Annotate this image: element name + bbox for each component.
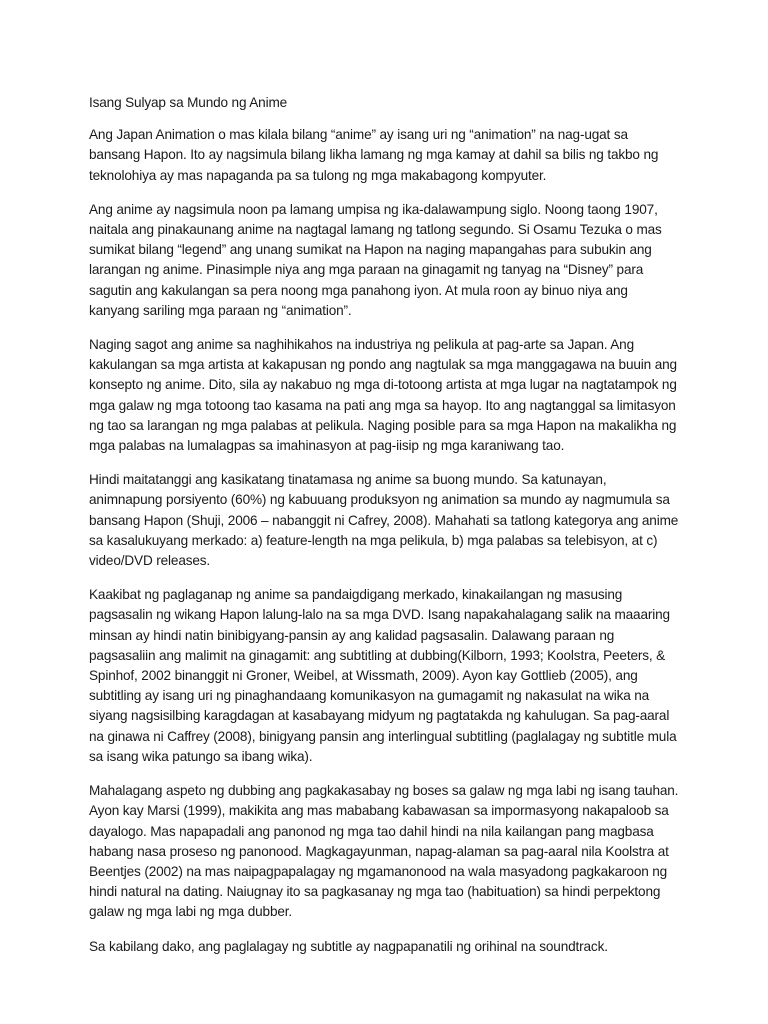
paragraph-2: Ang anime ay nagsimula noon pa lamang umpisa ng ika-dalawampung siglo. Noong taong 1907, naitala ang pinakaunang anime na nagtagal lamang ng tatlong segundo. Si Osamu Tezuka o mas sumikat bilang “legend” ang unang sumikat na Hapon na naging mapangahas para subukin ang larangan ng anime. Pinasimple niya ang mga paraan na ginagamit ng tanyag na “Disney” para sagutin ang kakulangan sa pera noong mga panahong iyon. At mula roon ay binuo niya ang kanyang sariling mga paraan ng “animation”. — [89, 201, 662, 318]
document-title: Isang Sulyap sa Mundo ng Anime — [89, 95, 288, 110]
paragraph-3: Naging sagot ang anime sa naghihikahos na industriya ng pelikula at pag-arte sa Japan. Ang kakulangan sa mga artista at kakapusan ng pondo ang nagtulak sa mga manggagawa na buuin ang konsepto ng anime. Dito, sila ay nakabuo ng mga di-totoong artista at mga lugar na nagtatampok ng mga galaw ng mga totoong tao kasama na pati ang mga sa hayop. Ito ang nagtanggal sa limitasyon ng tao sa larangan ng mga palabas at pelikula. Naging posible para sa mga Hapon na makalikha ng mga palabas na lumalagpas sa imahinasyon at pag-iisip ng mga karaniwang tao. — [89, 337, 677, 454]
paragraph-4: Hindi maitatanggi ang kasikatang tinatamasa ng anime sa buong mundo. Sa katunayan, animnapung porsiyento (60%) ng kabuuang produksyon ng animation sa mundo ay nagmumula sa bansang Hapon (Shuji, 2006 – nabanggit ni Cafrey, 2008). Mahahati sa tatlong kategorya ang anime sa kasalukuyang merkado: a) feature-length na mga pelikula, b) mga palabas sa telebisyon, at c) video/DVD releases. — [89, 472, 679, 569]
paragraph-7: Sa kabilang dako, ang paglalagay ng subtitle ay nagpapanatili ng orihinal na soundtrack. — [89, 938, 608, 954]
document-body — [89, 93, 679, 971]
paragraph-5: Kaakibat ng paglaganap ng anime sa pandaigdigang merkado, kinakailangan ng masusing pagsasalin ng wikang Hapon lalung-lalo na sa mga DVD. Isang napakahalagang salik na maaaring minsan ay hindi natin binibigyang-pansin ay ang kalidad pagsasalin. Dalawang paraan ng pagsasaliin ang malimit na ginagamit: ang subtitling at dubbing(Kilborn, 1993; Koolstra, Peeters, & Spinhof, 2002 binanggit ni Groner, Weibel, at Wissmath, 2009). Ayon kay Gottlieb (2005), ang subtitling ay isang uri ng pinaghandaang komunikasyon na gumagamit ng nakasulat na wika na siyang nagsisilbing karagdagan at kasabayang midyum ng pagtatakda ng kahulugan. Sa pag-aaral na ginawa ni Caffrey (2008), binigyang pansin ang interlingual subtitling (paglalagay ng subtitle mula sa isang wika patungo sa ibang wika). — [89, 587, 677, 764]
paragraph-6: Mahalagang aspeto ng dubbing ang pagkakasabay ng boses sa galaw ng mga labi ng isang tauhan. Ayon kay Marsi (1999), makikita ang mas mababang kabawasan sa impormasyong nakapaloob sa dayalogo. Mas napapadali ang panonod ng mga tao dahil hindi na nila kailangan pang magbasa habang nasa proseso ng panonood. Magkagayunman, napag-alaman sa pag-aaral nila Koolstra at Beentjes (2002) na mas naipagpapalagay ng mgamanonood na wala masyadong pagkakaroon ng hindi natural na dating. Naiugnay ito sa pagkasanay ng mga tao (habituation) sa hindi perpektong galaw ng mga labi ng mga dubber. — [89, 783, 679, 920]
paragraph-1: Ang Japan Animation o mas kilala bilang “anime” ay isang uri ng “animation” na nag-ugat sa bansang Hapon. Ito ay nagsimula bilang likha lamang ng mga kamay at dahil sa bilis ng takbo ng teknolohiya ay mas napaganda pa sa tulong ng mga makabagong kompyuter. — [89, 127, 659, 183]
